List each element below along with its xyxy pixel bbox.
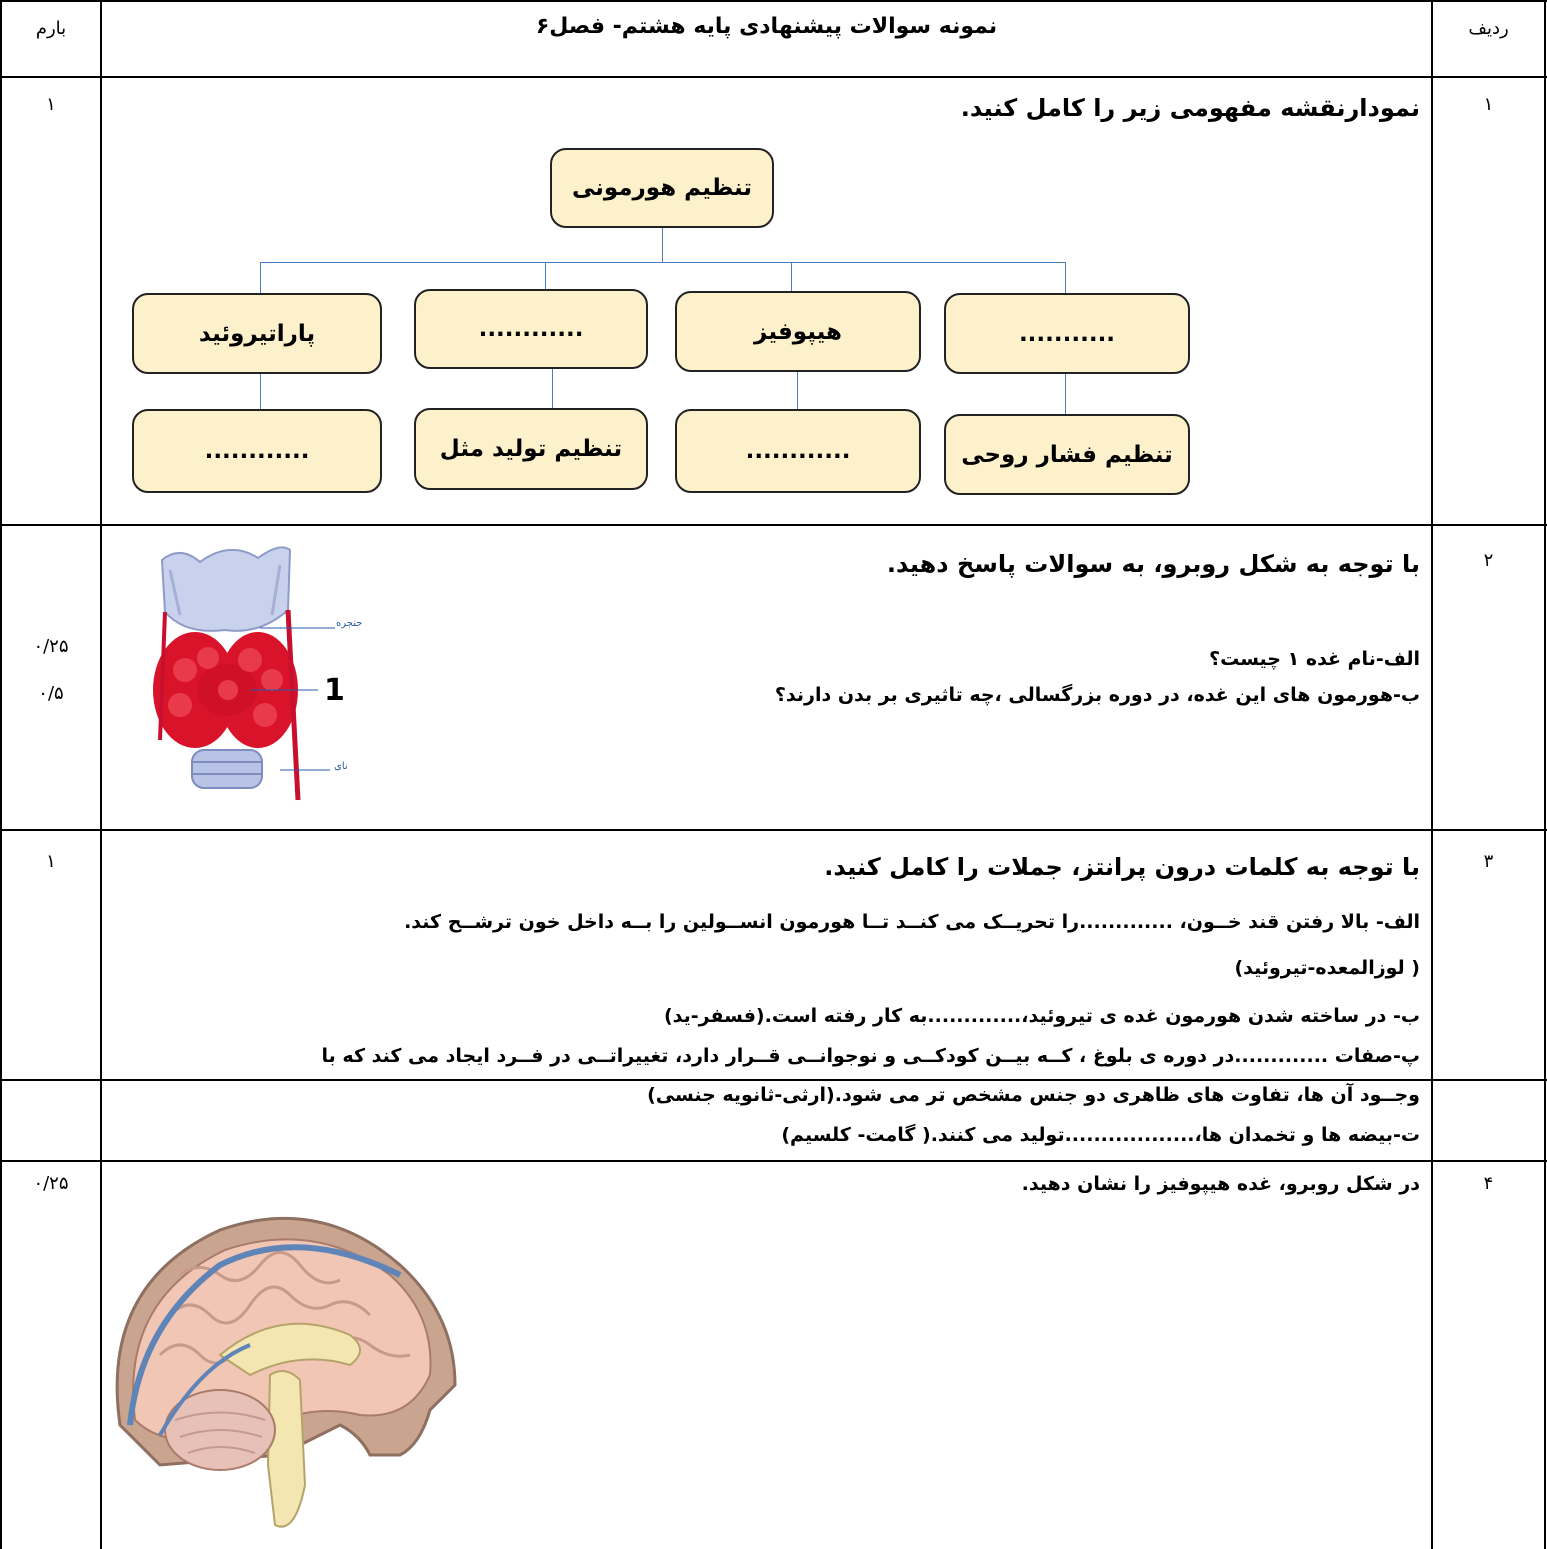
- concept-level1-box-3: ............: [414, 289, 648, 369]
- q1-score: ۱: [46, 94, 56, 115]
- q4-score: ۰/۲۵: [33, 1173, 69, 1194]
- q1-title: نمودارنقشه مفهومی زیر را کامل کنید.: [960, 94, 1420, 122]
- connector-l2-1: [1065, 373, 1066, 415]
- concept-level1-box-2: هیپوفیز: [675, 291, 921, 372]
- concept-level2-box-3: تنظیم تولید مثل: [414, 408, 648, 490]
- row-divider-3: [0, 829, 1547, 831]
- q3-line-5: وجــود آن ها، تفاوت های ظاهری دو جنس مشخص تر می شود.(ارثی-ثانویه جنسی): [647, 1084, 1420, 1106]
- q2-score-b: ۰/۵: [38, 683, 64, 704]
- q2-question-a: الف-نام غده ۱ چیست؟: [1209, 648, 1420, 670]
- connector-l2-2: [797, 371, 798, 410]
- connector-l1-4: [260, 262, 261, 294]
- q2-number: ۲: [1483, 550, 1494, 571]
- q2-title: با توجه به شکل روبرو، به سوالات پاسخ دهید.: [886, 550, 1420, 578]
- table-border-right: [1544, 0, 1546, 1549]
- q3-line-6: ت-بیضه ها و تخمدان ها،..................تولید می کنند.( گامت- کلسیم): [781, 1124, 1420, 1146]
- row-divider-1: [0, 76, 1547, 78]
- connector-l1-1: [1065, 262, 1066, 294]
- thyroid-figure: [140, 540, 363, 810]
- row-divider-2: [0, 524, 1547, 526]
- q4-title: در شکل روبرو، غده هیپوفیز را نشان دهید.: [1021, 1173, 1420, 1195]
- connector-l2-4: [260, 373, 261, 410]
- q3-line-4: پ-صفات .............در دوره ی بلوغ ، کــه بیــن کودکــی و نوجوانــی قــرار دارد، تغییراتــی در فــرد ایجاد می کند که با: [321, 1045, 1420, 1067]
- thyroid-label-number: 1: [324, 673, 345, 708]
- q3-title: با توجه به کلمات درون پرانتز، جملات را کامل کنید.: [824, 853, 1420, 881]
- header-barem: بارم: [35, 18, 67, 39]
- connector-horizontal: [260, 262, 1066, 263]
- brain-figure: [100, 1205, 465, 1535]
- column-divider-right: [1431, 0, 1433, 1549]
- q3-line-3: ب- در ساخته شدن هورمون غده ی تیروئید،.............به کار رفته است.(فسفر-ید): [663, 1005, 1420, 1027]
- connector-l2-3: [552, 368, 553, 409]
- concept-root-box: تنظیم هورمونی: [550, 148, 774, 228]
- q3-line-1: الف- بالا رفتن قند خــون، .............را تحریــک می کنــد تــا هورمون انســولین را بــه داخل خون ترشــح کند.: [404, 911, 1420, 933]
- q3-line-2: ( لوزالمعده-تیروئید): [1234, 957, 1420, 979]
- q2-question-b: ب-هورمون های این غده، در دوره بزرگسالی ،چه تاثیری بر بدن دارند؟: [774, 684, 1420, 706]
- page-title: نمونه سوالات پیشنهادی پایه هشتم- فصل۶: [535, 14, 998, 39]
- q2-score-a: ۰/۲۵: [33, 636, 69, 657]
- row-divider-3b: [0, 1160, 1547, 1162]
- q3-number: ۳: [1483, 851, 1494, 872]
- concept-level2-box-1: تنظیم فشار روحی: [944, 414, 1190, 495]
- concept-level2-box-2: ............: [675, 409, 921, 493]
- table-border-top: [0, 0, 1547, 2]
- concept-level1-box-4: پاراتیروئید: [132, 293, 382, 374]
- q1-number: ۱: [1483, 94, 1494, 115]
- thyroid-label-trachea: نای: [334, 761, 348, 772]
- q4-number: ۴: [1483, 1173, 1494, 1194]
- header-radif: ردیف: [1468, 18, 1509, 39]
- thyroid-label-larynx: حنجره: [336, 618, 363, 629]
- connector-l1-2: [791, 262, 792, 292]
- q3-score: ۱: [46, 851, 56, 872]
- row-divider-4: [0, 1079, 1547, 1081]
- table-border-left: [0, 0, 2, 1549]
- connector-l1-3: [545, 262, 546, 290]
- concept-level1-box-1: ...........: [944, 293, 1190, 374]
- concept-level2-box-4: ............: [132, 409, 382, 493]
- brain-illustration: [100, 1205, 465, 1535]
- connector-root-down: [662, 227, 663, 263]
